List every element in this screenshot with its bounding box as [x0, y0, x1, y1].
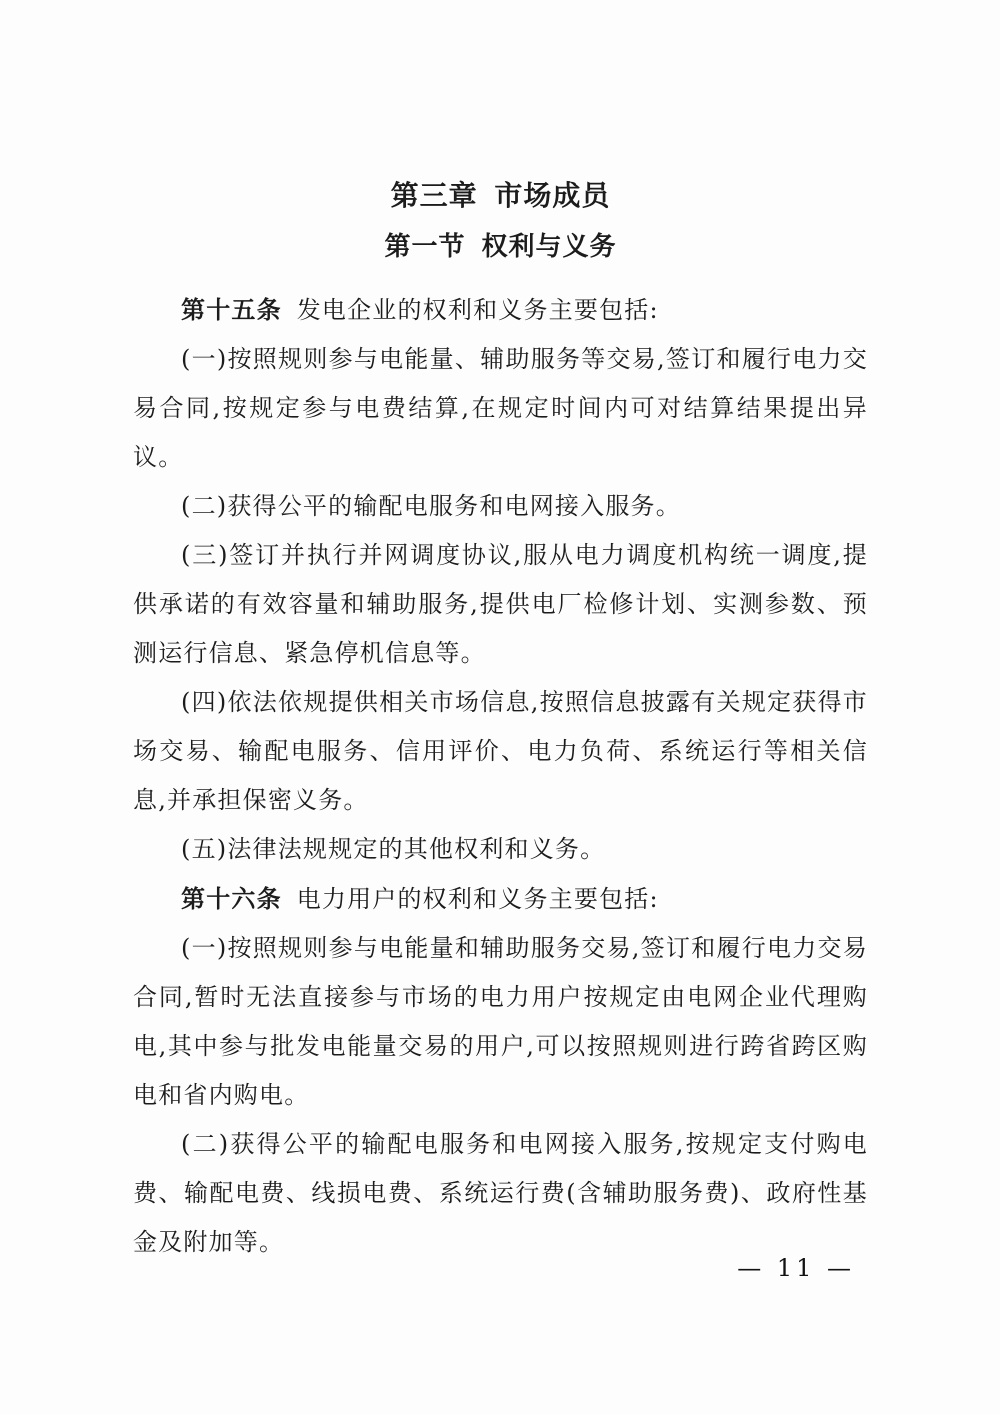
body-text-block [133, 285, 868, 1267]
article-16-item-2: (二)获得公平的输配电服务和电网接入服务,按规定支付购电费、输配电费、线损电费、系统运行费(含辅助服务费)、政府性基金及附加等。 [133, 1130, 868, 1256]
article-15-item-4: (四)依法依规提供相关市场信息,按照信息披露有关规定获得市场交易、输配电服务、信用评价、电力负荷、系统运行等相关信息,并承担保密义务。 [133, 688, 868, 814]
article-16-intro: 电力用户的权利和义务主要包括: [296, 885, 659, 913]
article-16-item-1: (一)按照规则参与电能量和辅助服务交易,签订和履行电力交易合同,暂时无法直接参与市场的电力用户按规定由电网企业代理购电,其中参与批发电能量交易的用户,可以按照规则进行跨省跨区购电和省内购电。 [133, 934, 868, 1109]
article-15-heading [133, 285, 868, 335]
page-number: — 11 — [737, 1254, 855, 1282]
chapter-title: 第三章 市场成员 [390, 179, 611, 212]
article-15-intro: 发电企业的权利和义务主要包括: [296, 296, 659, 324]
article-15-item-2: (二)获得公平的输配电服务和电网接入服务。 [181, 492, 681, 520]
article-15-item-3: (三)签订并执行并网调度协议,服从电力调度机构统一调度,提供承诺的有效容量和辅助服务,提供电厂检修计划、实测参数、预测运行信息、紧急停机信息等。 [133, 541, 868, 667]
article-15-item-5: (五)法律法规规定的其他权利和义务。 [181, 835, 606, 863]
article-15-item-1: (一)按照规则参与电能量、辅助服务等交易,签订和履行电力交易合同,按规定参与电费结算,在规定时间内可对结算结果提出异议。 [133, 345, 868, 471]
section-title: 第一节 权利与义务 [384, 232, 617, 262]
article-15-number: 第十五条 [181, 295, 282, 324]
article-16-number: 第十六条 [181, 884, 282, 913]
article-16-heading [133, 874, 868, 924]
